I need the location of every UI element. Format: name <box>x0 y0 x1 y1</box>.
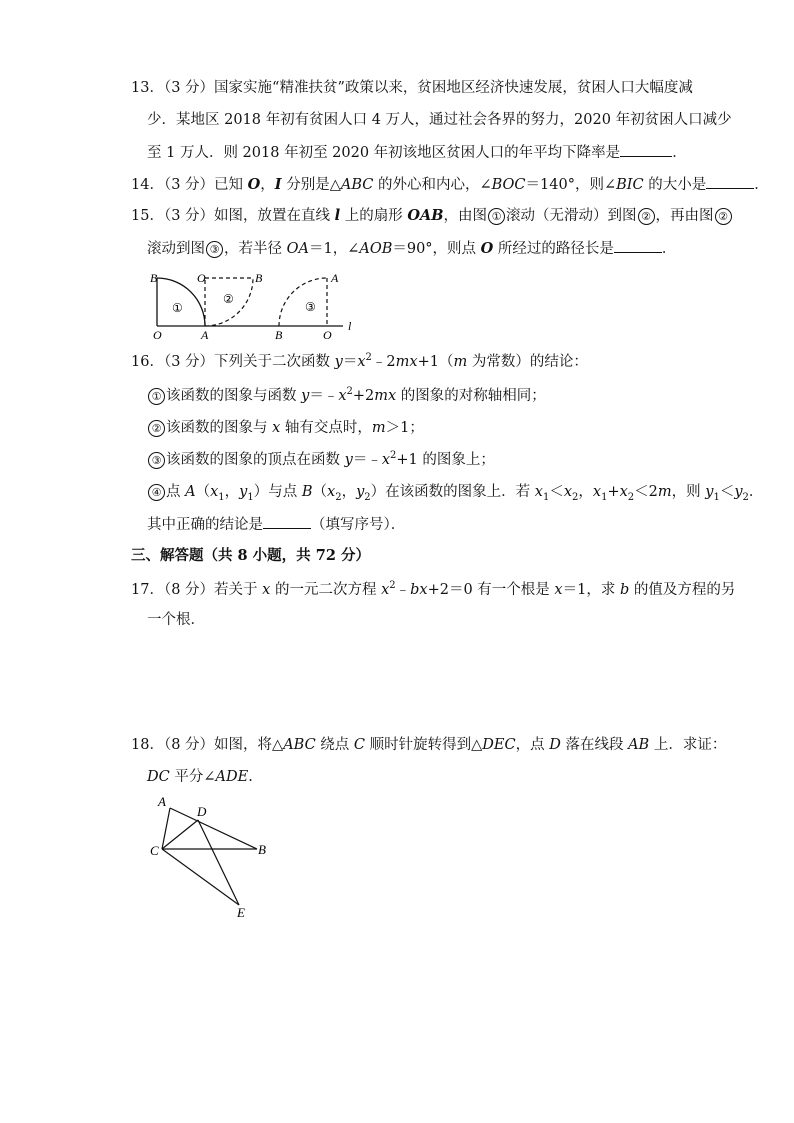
segment-ab <box>170 808 257 849</box>
q18-var: D <box>549 737 561 753</box>
q16-text: +2 <box>352 388 375 404</box>
q16-var: y <box>239 484 248 500</box>
q13-line2 <box>147 110 732 130</box>
q16-text: 其中正确的结论是 <box>147 517 263 533</box>
fig18-label-d: D <box>197 804 207 819</box>
q16-var: y <box>734 484 743 500</box>
q16-sub: 2 <box>742 491 749 503</box>
q16-circle-1: ① <box>148 388 165 405</box>
q17-var: b <box>619 582 630 598</box>
q16-text: ， <box>578 484 593 500</box>
q16-var: mx <box>374 388 397 404</box>
q17-line2 <box>147 610 205 630</box>
q15-text: 所经过的路径长是 <box>493 241 614 257</box>
q16-text: ＝ <box>342 354 358 370</box>
segment-ce <box>162 849 239 905</box>
q15-number: 15． <box>131 208 164 224</box>
q17-exp: 2 <box>389 580 396 592</box>
segment-de <box>198 820 239 905</box>
q16-text: ， <box>224 484 240 500</box>
q13-line3 <box>147 142 687 163</box>
q16-sub: 2 <box>335 491 342 503</box>
q15-var-o: O <box>480 240 494 257</box>
q16-text: ＜2 <box>634 484 658 500</box>
q18-var: C <box>353 737 366 753</box>
q15-line1 <box>131 206 733 226</box>
q16-text: 该函数的图象的顶点在函数 <box>166 452 345 468</box>
q16-var: x <box>338 388 347 404</box>
fig15-label-a-bottom: A <box>201 328 209 342</box>
q16-text: ． <box>748 484 764 500</box>
q15-text: 上的扇形 <box>340 208 408 224</box>
q18-score: （8 分） <box>163 737 215 753</box>
q13-text3: 至 1 万人．则 2018 年初至 2020 年初该地区贫困人口的年平均下降率是 <box>147 145 621 161</box>
q17-text: 若关于 <box>214 582 263 598</box>
q18-line1 <box>131 735 726 755</box>
q13-answer-blank[interactable] <box>620 142 672 157</box>
q17-score: （8 分） <box>163 582 215 598</box>
q16-number: 16． <box>131 354 164 370</box>
q15-var-oa: OA <box>286 241 309 257</box>
q15-circle-2b: ② <box>715 208 732 225</box>
q13-end: ． <box>672 145 687 161</box>
fig15-label-o3-bottom: O <box>323 328 332 342</box>
q15-text: 滚动（无滑动）到图 <box>506 208 637 224</box>
q14-answer-blank[interactable] <box>706 174 754 189</box>
fig18-label-b: B <box>258 842 266 857</box>
q16-text: 该函数的图象与函数 <box>166 388 302 404</box>
q14-text: 的大小是 <box>643 177 707 193</box>
q18-var: AB <box>628 737 650 753</box>
q16-text: 为常数）的结论： <box>467 354 588 370</box>
q17-text: 的一元二次方程 <box>270 582 382 598</box>
q16-exp: 2 <box>346 386 353 398</box>
q18-text: 如图，将△ <box>214 737 284 753</box>
q14-var-bic: BIC <box>616 177 644 193</box>
q16-text: ＝﹣ <box>352 452 382 468</box>
q16-sub: 2 <box>572 491 579 503</box>
q16-text: 该函数的图象与 <box>166 420 273 436</box>
q16-text: ＞1； <box>385 420 424 436</box>
q17-var: x <box>554 582 563 598</box>
q16-text: ＜ <box>719 484 735 500</box>
q17-var: x <box>262 582 271 598</box>
fig15-mark-2: ② <box>223 292 234 306</box>
q16-answer-blank[interactable] <box>263 514 311 529</box>
q16-var: y <box>705 484 714 500</box>
q16-statement-2 <box>147 418 424 438</box>
q16-var: m <box>657 484 672 500</box>
q16-var: A <box>185 484 196 500</box>
q18-text: 落在线段 <box>560 737 629 753</box>
q16-text: ，则 <box>671 484 706 500</box>
q18-var: ADE <box>215 769 249 785</box>
q15-end: ． <box>661 241 677 257</box>
q15-score: （3 分） <box>163 208 215 224</box>
q16-var: x <box>357 354 366 370</box>
q14-text: ＝140°，则∠ <box>525 177 617 193</box>
q16-sub: 1 <box>218 491 225 503</box>
q16-text: ＝﹣ <box>309 388 339 404</box>
q16-var: x <box>381 452 390 468</box>
fig15-label-l: l <box>348 319 352 333</box>
q16-var: y <box>344 452 353 468</box>
q16-tail <box>147 514 405 535</box>
q18-text: ，点 <box>515 737 550 753</box>
fig15-label-b2: B <box>255 271 263 285</box>
q18-var: DC <box>147 769 170 785</box>
q16-text: ， <box>341 484 357 500</box>
q16-score: （3 分） <box>163 354 215 370</box>
q16-circle-4: ④ <box>148 484 165 501</box>
q14-text: 的外心和内心，∠ <box>373 177 492 193</box>
q16-sub: 1 <box>713 491 720 503</box>
q16-var: x <box>563 484 572 500</box>
q16-var: x <box>619 484 628 500</box>
q15-text: ＝1，∠ <box>308 241 360 257</box>
q14-line <box>131 174 769 195</box>
q14-text: 分别是△ <box>281 177 341 193</box>
q15-text: ，再由图 <box>655 208 714 224</box>
q16-var: x <box>210 484 219 500</box>
q16-var: y <box>334 354 343 370</box>
fig18-label-c: C <box>150 843 159 858</box>
q16-exp: 2 <box>390 450 397 462</box>
q13-score: （3 分） <box>163 80 215 96</box>
q16-text: ）在该函数的图象上．若 <box>370 484 535 500</box>
q16-statement-4 <box>147 482 763 502</box>
q16-text: ﹣2 <box>371 354 396 370</box>
q13-text1: 国家实施“精准扶贫”政策以来，贫困地区经济快速发展，贫困人口大幅度减 <box>214 80 693 96</box>
q18-text: 顺时针旋转得到△ <box>365 737 483 753</box>
q16-var: mx <box>395 354 418 370</box>
q16-text: 点 <box>166 484 186 500</box>
fig15-label-o-bottom: O <box>153 328 162 342</box>
q16-circle-3: ③ <box>148 452 165 469</box>
q15-var-aob: AOB <box>359 241 393 257</box>
q18-text: . <box>248 769 253 785</box>
q15-text: ，若半径 <box>224 241 287 257</box>
q16-line1 <box>131 352 588 372</box>
q17-text: ＝1，求 <box>562 582 620 598</box>
q14-number: 14． <box>131 177 164 193</box>
q18-var: ABC <box>283 737 316 753</box>
q18-line2 <box>147 767 253 787</box>
q16-sub: 2 <box>364 491 371 503</box>
fig15-mark-3: ③ <box>305 300 316 314</box>
q14-end: ． <box>754 177 769 193</box>
sector3-arc <box>279 278 327 326</box>
q16-text: ）与点 <box>253 484 302 500</box>
q15-var-oab: OAB <box>407 207 444 224</box>
q16-statement-1 <box>147 386 546 406</box>
q16-var: x <box>272 420 281 436</box>
q15-line2 <box>147 238 676 259</box>
q16-sub: 1 <box>601 491 608 503</box>
q16-var: x <box>534 484 543 500</box>
q15-text: ，由图 <box>443 208 488 224</box>
q16-var: m <box>453 354 468 370</box>
q17-text: 的值及方程的另 <box>629 582 736 598</box>
q15-circle-2: ② <box>638 208 655 225</box>
q14-text: ， <box>260 177 275 193</box>
q16-text: +1 的图象上； <box>396 452 495 468</box>
q14-text: 已知 <box>214 177 248 193</box>
section-heading: 三、解答题（共 8 小题，共 72 分） <box>131 547 370 564</box>
q13-line1 <box>131 78 693 98</box>
q16-text: ＜ <box>549 484 564 500</box>
q16-circle-2: ② <box>148 420 165 437</box>
q16-var: y <box>356 484 365 500</box>
q14-var-i: I <box>274 176 282 193</box>
q16-text: 下列关于二次函数 <box>214 354 335 370</box>
q13-number: 13． <box>131 80 164 96</box>
q17-text: ﹣ <box>395 582 411 598</box>
fig15-mark-1: ① <box>172 301 183 315</box>
q15-answer-blank[interactable] <box>614 238 662 253</box>
q18-triangle-figure <box>148 792 278 922</box>
q17-number: 17． <box>131 582 164 598</box>
q16-text: （ <box>195 484 211 500</box>
q17-line1 <box>131 580 735 600</box>
q18-text: 绕点 <box>315 737 354 753</box>
fig15-label-a3: A <box>331 271 339 285</box>
q17-var: x <box>381 582 390 598</box>
q16-text: （填写序号）． <box>311 517 406 533</box>
q15-circle-3: ③ <box>206 241 223 258</box>
fig15-label-o1: O <box>197 271 206 285</box>
q16-var: x <box>327 484 336 500</box>
q16-var: m <box>371 420 386 436</box>
q15-var-l: l <box>334 207 341 224</box>
q18-var: DEC <box>482 737 516 753</box>
q15-circle-1: ① <box>488 208 505 225</box>
q16-statement-3 <box>147 450 495 470</box>
fig18-label-e: E <box>237 905 245 920</box>
q16-sub: 1 <box>542 491 550 503</box>
q17-var: bx <box>410 582 428 598</box>
q16-sub: 2 <box>627 491 635 503</box>
fig15-label-b1: B <box>150 271 158 285</box>
q16-sub: 1 <box>247 491 254 503</box>
q16-exp: 2 <box>365 352 372 364</box>
q16-var: B <box>301 484 313 500</box>
q17-text: +2＝0 有一个根是 <box>427 582 555 598</box>
q16-var: y <box>301 388 310 404</box>
q15-text: ＝90°，则点 <box>392 241 481 257</box>
q14-score: （3 分） <box>163 177 215 193</box>
fig15-label-b-bottom: B <box>275 328 283 342</box>
q13-text2: 少．某地区 2018 年初有贫困人口 4 万人，通过社会各界的努力，2020 年初贫困人口减少 <box>147 112 732 128</box>
q16-text: （ <box>312 484 327 500</box>
q18-text: 平分∠ <box>169 769 216 785</box>
q15-text: 滚动到图 <box>147 241 205 257</box>
q14-var-o: O <box>247 176 261 193</box>
q14-var-boc: BOC <box>491 177 526 193</box>
q16-text: 的图象的对称轴相同； <box>396 388 546 404</box>
q17-text: 一个根． <box>147 612 205 628</box>
fig18-label-a: A <box>158 794 166 809</box>
q14-var-abc: ABC <box>340 177 374 193</box>
q16-text: +1（ <box>417 354 454 370</box>
q18-number: 18． <box>131 737 164 753</box>
q15-sector-figure <box>145 266 365 342</box>
q16-text: + <box>607 484 620 500</box>
q18-text: 上．求证： <box>649 737 727 753</box>
q16-text: 轴有交点时， <box>280 420 372 436</box>
q15-text: 如图，放置在直线 <box>214 208 335 224</box>
q16-var: x <box>592 484 602 500</box>
